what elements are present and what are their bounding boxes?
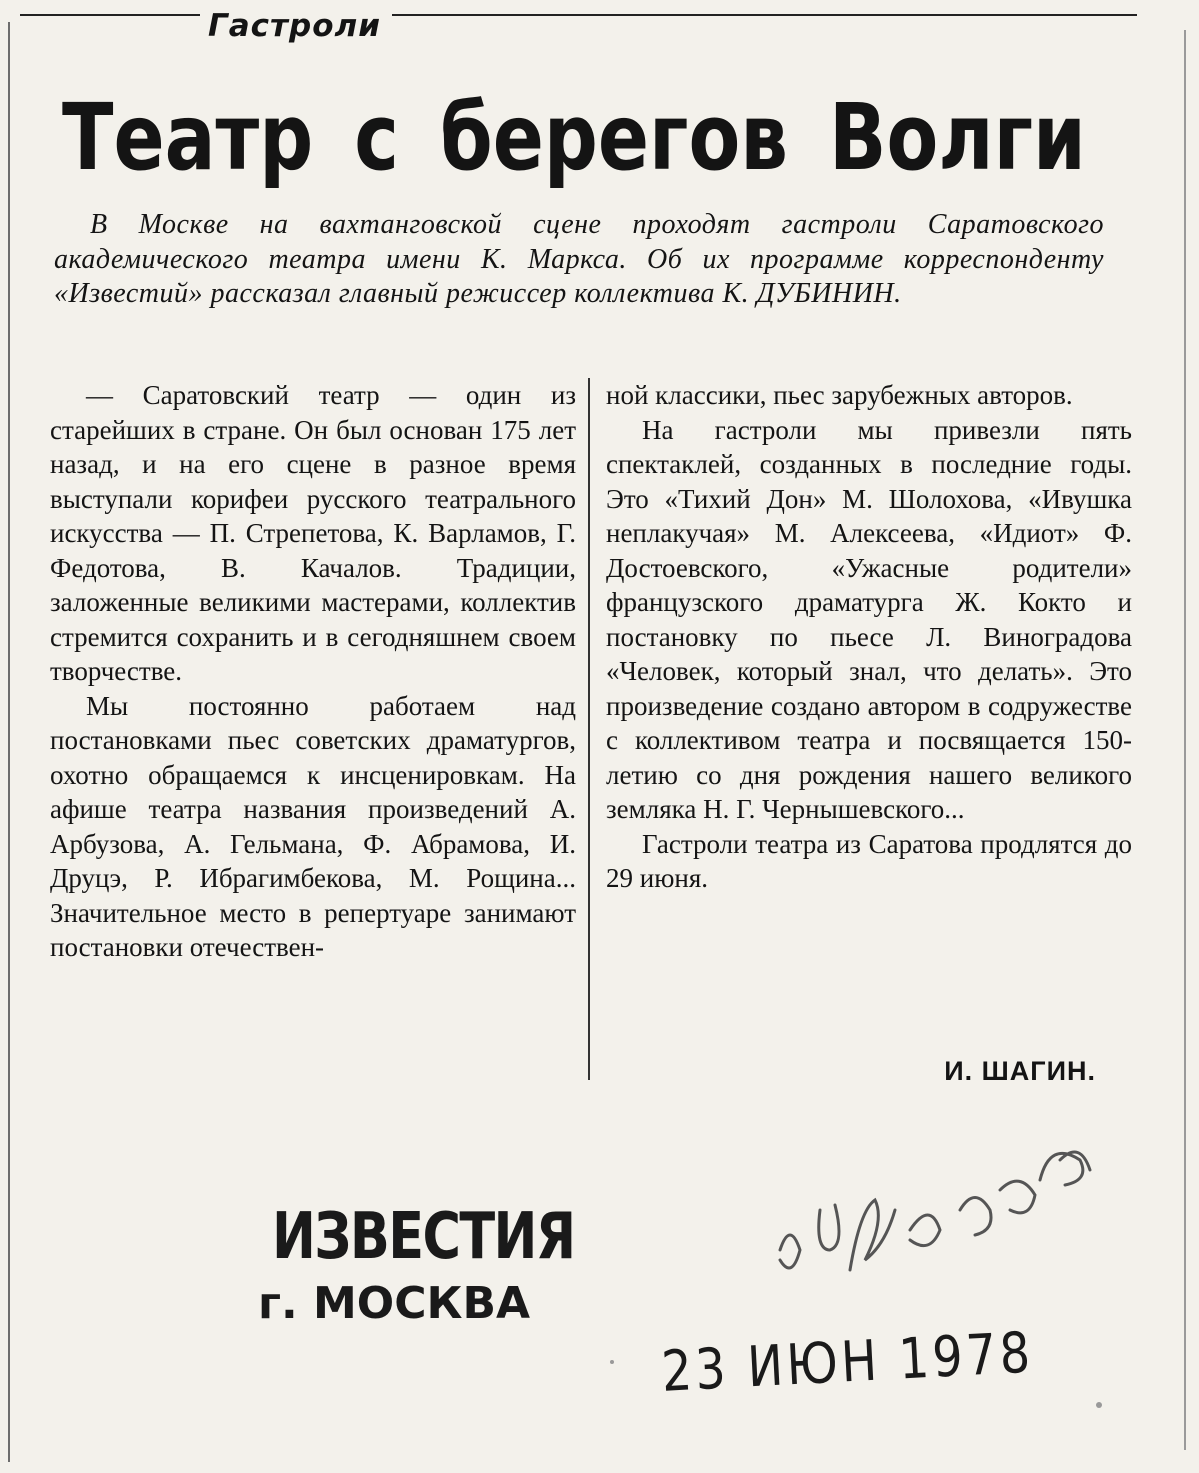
stamp-newspaper-name: ИЗВЕСТИЯ bbox=[272, 1200, 575, 1274]
column-divider bbox=[588, 378, 590, 1080]
article-headline: Театр с берегов Волги bbox=[62, 84, 1086, 191]
top-rule-right bbox=[392, 14, 1137, 16]
column-2-paragraph-2: На гастроли мы привезли пять спектаклей, созданных в последние годы. Это «Тихий Дон» М. Шолохова, «Ивушка неплакучая» М. Алексеева, «Идиот» Ф. Достоевского, «Ужасные родители» французского драматурга Ж. Кокто и постановку по пьесе Л. Виноградова «Человек, который знал, что делать». Это произведение создано автором в содружестве с коллективом театра и посвящается 150-летию со дня рождения нашего великого земляка Н. Г. Чернышевского... bbox=[606, 414, 1132, 824]
paper-speck bbox=[1096, 1402, 1102, 1408]
handwritten-note-icon bbox=[760, 1120, 1120, 1320]
column-1-paragraph-2: Мы постоянно работаем над постановками пьес советских драматургов, охотно обращаемся к инсценировкам. На афише театра названия произведений А. Арбузова, А. Гельмана, Ф. Абрамова, И. Друцэ, Р. Ибрагимбекова, М. Рощина... Значительное место в репертуаре занимают постановки отечествен- bbox=[50, 690, 576, 962]
article-lead: В Москве на вахтанговской сцене проходят гастроли Саратовского академического театра имени К. Маркса. Об их программе корреспонденту «Известий» рассказал главный режиссер коллектива К. ДУБИНИН. bbox=[54, 209, 1104, 309]
author-signature: И. ШАГИН. bbox=[944, 1056, 1096, 1086]
clipping-edge-left bbox=[8, 22, 10, 1462]
rubric-label: Гастроли bbox=[208, 8, 381, 44]
top-rule-left bbox=[20, 14, 200, 16]
stamp-city: г. МОСКВА bbox=[258, 1278, 531, 1329]
stamp-date: 23 ИЮН 1978 bbox=[660, 1320, 1036, 1405]
article-column-2 bbox=[606, 378, 1132, 896]
paper-speck bbox=[610, 1360, 614, 1364]
column-1-paragraph-1: — Саратовский театр — один из старейших в стране. Он был основан 175 лет назад, и на его сцене в разное время выступали корифеи русского театрального искусства — П. Стрепетова, К. Варламов, Г. Федотова, В. Качалов. Традиции, заложенные великими мастерами, коллектив стремится сохранить и в сегодняшнем своем творчестве. bbox=[50, 380, 576, 686]
clipping-edge-right bbox=[1184, 30, 1186, 1450]
article-column-1 bbox=[50, 378, 576, 965]
column-2-paragraph-3: Гастроли театра из Саратова продлятся до 29 июня. bbox=[606, 828, 1132, 893]
column-2-paragraph-1: ной классики, пьес зарубежных авторов. bbox=[606, 380, 1073, 410]
